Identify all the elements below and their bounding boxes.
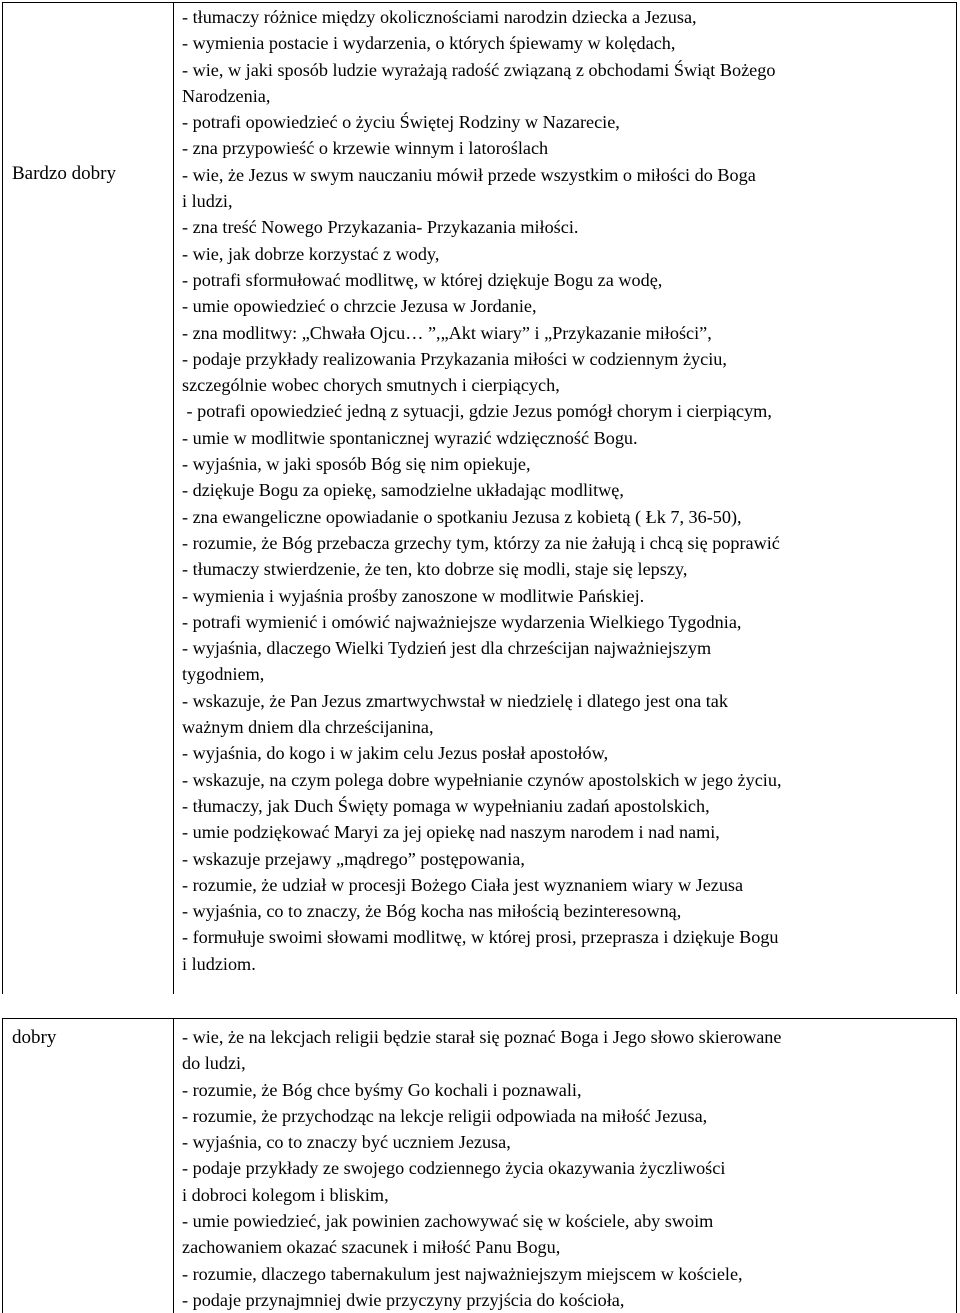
criteria-line: - wie, że na lekcjach religii będzie starał się poznać Boga i Jego słowo skierowane xyxy=(182,1027,782,1047)
criteria-line: - wymienia i wyjaśnia prośby zanoszone w modlitwie Pańskiej. xyxy=(182,585,645,606)
criteria-line: - wyjaśnia, dlaczego Wielki Tydzień jest dla chrześcijan najważniejszym xyxy=(182,638,712,659)
grade-label-bardzo-dobry: Bardzo dobry xyxy=(12,163,116,184)
criteria-line: - wie, jak dobrze korzystać z wody, xyxy=(182,243,440,264)
criteria-line: - umie w modlitwie spontanicznej wyrazić wdzięczność Bogu. xyxy=(182,427,638,448)
criteria-line: - podaje przykłady realizowania Przykazania miłości w codziennym życiu, xyxy=(182,348,727,369)
criteria-line: - tłumaczy stwierdzenie, że ten, kto dobrze się modli, staje się lepszy, xyxy=(182,559,688,580)
criteria-line: - wyjaśnia, do kogo i w jakim celu Jezus posłał apostołów, xyxy=(182,743,609,764)
criteria-line: - umie opowiedzieć o chrzcie Jezusa w Jordanie, xyxy=(182,296,537,317)
table-top-border xyxy=(2,2,957,3)
criteria-line: tygodniem, xyxy=(182,664,265,685)
criteria-line: - rozumie, że Bóg chce byśmy Go kochali i poznawali, xyxy=(182,1079,582,1100)
criteria-line: - wie, że Jezus w swym nauczaniu mówił przede wszystkim o miłości do Boga xyxy=(182,164,756,185)
table-right-border xyxy=(956,2,957,994)
criteria-line: Narodzenia, xyxy=(182,85,271,106)
criteria-line: - rozumie, że udział w procesji Bożego Ciała jest wyznaniem wiary w Jezusa xyxy=(182,874,744,895)
criteria-list-bardzo-dobry xyxy=(182,4,952,977)
criteria-line: - zna ewangeliczne opowiadanie o spotkaniu Jezusa z kobietą ( Łk 7, 36-50), xyxy=(182,506,742,527)
criteria-line: - wskazuje, że Pan Jezus zmartwychwstał w niedzielę i dlatego jest ona tak xyxy=(182,690,728,711)
criteria-line: - rozumie, że przychodząc na lekcje religii odpowiada na miłość Jezusa, xyxy=(182,1105,708,1126)
criteria-line: - wskazuje przejawy „mądrego” postępowania, xyxy=(182,848,525,869)
criteria-line: szczególnie wobec chorych smutnych i cierpiących, xyxy=(182,375,560,396)
criteria-line: - rozumie, że Bóg przebacza grzechy tym, którzy za nie żałują i chcą się poprawić xyxy=(182,532,780,553)
criteria-line: - tłumaczy, jak Duch Święty pomaga w wypełnianiu zadań apostolskich, xyxy=(182,795,710,816)
row-separator xyxy=(2,1018,957,1019)
criteria-line: - wyjaśnia, co to znaczy, że Bóg kocha nas miłością bezinteresowną, xyxy=(182,901,682,922)
column-divider xyxy=(173,1018,174,1313)
criteria-line: - potrafi opowiedzieć jedną z sytuacji, gdzie Jezus pomógł chorym i cierpiącym, xyxy=(182,401,772,422)
criteria-line: - wymienia postacie i wydarzenia, o których śpiewamy w kolędach, xyxy=(182,33,676,54)
criteria-line: - zna przypowieść o krzewie winnym i latoroślach xyxy=(182,138,549,159)
column-divider xyxy=(173,2,174,994)
criteria-line: - potrafi wymienić i omówić najważniejsze wydarzenia Wielkiego Tygodnia, xyxy=(182,611,742,632)
criteria-line: - podaje przynajmniej dwie przyczyny przyjścia do kościoła, xyxy=(182,1289,625,1310)
criteria-line: i dobroci kolegom i bliskim, xyxy=(182,1184,389,1205)
criteria-line: - rozumie, dlaczego tabernakulum jest najważniejszym miejscem w kościele, xyxy=(182,1263,743,1284)
criteria-line: - zna modlitwy: „Chwała Ojcu… ”,„Akt wiary” i „Przykazanie miłości”, xyxy=(182,322,712,343)
criteria-line: - wie, w jaki sposób ludzie wyrażają radość związaną z obchodami Świąt Bożego xyxy=(182,59,776,80)
criteria-line: - podaje przykłady ze swojego codziennego życia okazywania życzliwości xyxy=(182,1158,726,1179)
criteria-line: - wskazuje, na czym polega dobre wypełnianie czynów apostolskich w jego życiu, xyxy=(182,769,782,790)
criteria-line: - zna treść Nowego Przykazania- Przykazania miłości. xyxy=(182,217,579,238)
criteria-line: - formułuje swoimi słowami modlitwę, w której prosi, przeprasza i dziękuje Bogu xyxy=(182,927,779,948)
table-right-border xyxy=(956,1018,957,1313)
criteria-line: - umie podziękować Maryi za jej opiekę nad naszym narodem i nad nami, xyxy=(182,822,720,843)
criteria-line: i ludziom. xyxy=(182,953,256,974)
criteria-line: ważnym dniem dla chrześcijanina, xyxy=(182,717,434,738)
criteria-list-dobry xyxy=(182,1024,952,1313)
criteria-line: - umie powiedzieć, jak powinien zachowywać się w kościele, aby swoim xyxy=(182,1211,714,1232)
criteria-line: - potrafi opowiedzieć o życiu Świętej Rodziny w Nazarecie, xyxy=(182,112,620,133)
criteria-line: - wyjaśnia, co to znaczy być uczniem Jezusa, xyxy=(182,1132,511,1153)
criteria-line: i ludzi, xyxy=(182,191,233,212)
criteria-line: zachowaniem okazać szacunek i miłość Panu Bogu, xyxy=(182,1237,561,1258)
criteria-line: - tłumaczy różnice między okolicznościami narodzin dziecka a Jezusa, xyxy=(182,7,697,27)
grade-label-dobry: dobry xyxy=(12,1027,57,1048)
criteria-line: - potrafi sformułować modlitwę, w której dziękuje Bogu za wodę, xyxy=(182,269,663,290)
table-left-border xyxy=(2,1018,3,1313)
criteria-line: - wyjaśnia, w jaki sposób Bóg się nim opiekuje, xyxy=(182,454,531,475)
criteria-line: do ludzi, xyxy=(182,1053,246,1074)
table-left-border xyxy=(2,2,3,994)
criteria-line: - dziękuje Bogu za opiekę, samodzielne układając modlitwę, xyxy=(182,480,624,501)
